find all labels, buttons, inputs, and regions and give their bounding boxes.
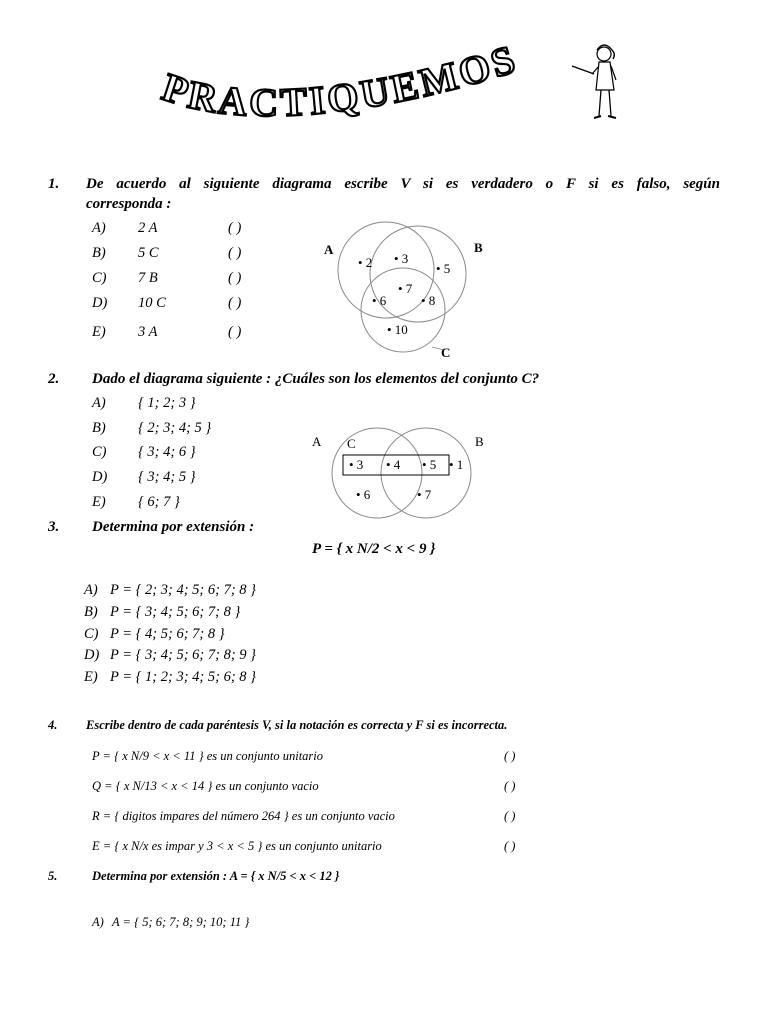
q3-option-letter: E) xyxy=(84,669,98,685)
q1-answer-paren[interactable]: ( ) xyxy=(228,245,242,261)
page-title xyxy=(157,36,523,125)
q2-option-text[interactable]: { 2; 3; 4; 5 } xyxy=(138,420,212,436)
venn-element: • 5 xyxy=(422,457,437,472)
q3-formula: P = { x N/2 < x < 9 } xyxy=(312,541,436,557)
set-b-circle xyxy=(381,428,471,518)
q3-option-letter: C) xyxy=(84,626,99,642)
q1-option-letter: E) xyxy=(92,324,106,340)
venn-element: • 6 xyxy=(356,487,371,502)
q4-statement: P = { x N/9 < x < 11 } es un conjunto unitario xyxy=(92,749,324,763)
set-c-label: C xyxy=(347,436,356,451)
venn-element: • 3 xyxy=(394,251,409,266)
q1-option-letter: B) xyxy=(92,245,106,261)
q1-answer-paren[interactable]: ( ) xyxy=(228,324,242,340)
q4-number: 4. xyxy=(48,718,58,732)
q4-answer-paren[interactable]: ( ) xyxy=(504,839,516,853)
venn-element: • 2 xyxy=(358,255,373,270)
q1-answer-paren[interactable]: ( ) xyxy=(228,220,242,236)
girl-illustration-icon xyxy=(570,38,630,128)
set-a-label: A xyxy=(312,434,322,449)
q2-number: 2. xyxy=(48,371,60,387)
set-c-label: C xyxy=(441,345,451,360)
q1-option-letter: A) xyxy=(92,220,106,236)
q3-option-text[interactable]: P = { 4; 5; 6; 7; 8 } xyxy=(110,626,225,642)
q2-option-letter: A) xyxy=(92,395,106,411)
q3-option-letter: B) xyxy=(84,604,98,620)
page-title-text: PRACTIQUEMOS xyxy=(157,35,523,126)
q4-statement: Q = { x N/13 < x < 14 } es un conjunto vacio xyxy=(92,779,319,793)
q1-option-text: 10 C xyxy=(138,295,166,311)
q4-answer-paren[interactable]: ( ) xyxy=(504,779,516,793)
q2-option-letter: E) xyxy=(92,494,106,510)
venn-element: • 8 xyxy=(421,293,436,308)
q1-question-line1: De acuerdo al siguiente diagrama escribe V si es verdadero o F si es falso, según xyxy=(86,176,720,192)
q5-question: Determina por extensión : A = { x N/5 < x < 12 } xyxy=(92,869,340,883)
venn-element: • 6 xyxy=(372,293,387,308)
q1-answer-paren[interactable]: ( ) xyxy=(228,270,242,286)
q1-venn-diagram xyxy=(300,220,500,365)
venn-element: • 1 xyxy=(449,457,464,472)
set-b-label: B xyxy=(475,434,484,449)
q1-option-letter: D) xyxy=(92,295,108,311)
q2-option-letter: C) xyxy=(92,444,107,460)
venn-element: • 10 xyxy=(387,322,408,337)
q2-option-letter: D) xyxy=(92,469,108,485)
q3-option-text[interactable]: P = { 3; 4; 5; 6; 7; 8 } xyxy=(110,604,241,620)
q3-option-letter: A) xyxy=(84,582,98,598)
q3-option-text[interactable]: P = { 1; 2; 3; 4; 5; 6; 8 } xyxy=(110,669,256,685)
q1-answer-paren[interactable]: ( ) xyxy=(228,295,242,311)
q1-option-text: 2 A xyxy=(138,220,158,236)
q5-option-letter: A) xyxy=(92,915,104,929)
q3-option-letter: D) xyxy=(84,647,100,663)
q4-statement: R = { digitos impares del número 264 } es un conjunto vacio xyxy=(92,809,395,823)
set-a-circle xyxy=(332,428,422,518)
venn-element: • 5 xyxy=(436,261,451,276)
q2-option-text[interactable]: { 6; 7 } xyxy=(138,494,180,510)
title-banner xyxy=(150,20,570,140)
q2-option-letter: B) xyxy=(92,420,106,436)
q1-option-letter: C) xyxy=(92,270,107,286)
q1-question-line2: corresponda : xyxy=(86,196,172,212)
q4-question: Escribe dentro de cada paréntesis V, si la notación es correcta y F si es incorrecta. xyxy=(86,718,508,732)
q2-option-text[interactable]: { 3; 4; 5 } xyxy=(138,469,196,485)
venn-element: • 3 xyxy=(349,457,364,472)
q1-number: 1. xyxy=(48,176,60,192)
q1-option-text: 5 C xyxy=(138,245,159,261)
q1-option-text: 7 B xyxy=(138,270,158,286)
q2-question: Dado el diagrama siguiente : ¿Cuáles son los elementos del conjunto C? xyxy=(92,371,540,387)
venn-element: • 7 xyxy=(417,487,432,502)
q2-option-text[interactable]: { 1; 2; 3 } xyxy=(138,395,196,411)
q5-option-text[interactable]: A = { 5; 6; 7; 8; 9; 10; 11 } xyxy=(112,915,250,929)
q4-answer-paren[interactable]: ( ) xyxy=(504,749,516,763)
q4-answer-paren[interactable]: ( ) xyxy=(504,809,516,823)
set-a-label: A xyxy=(324,242,334,257)
q3-option-text[interactable]: P = { 3; 4; 5; 6; 7; 8; 9 } xyxy=(110,647,256,663)
q5-number: 5. xyxy=(48,869,58,883)
q3-number: 3. xyxy=(48,519,60,535)
q4-statement: E = { x N/x es impar y 3 < x < 5 } es un conjunto unitario xyxy=(92,839,382,853)
venn-element: • 7 xyxy=(398,281,413,296)
q3-question: Determina por extensión : xyxy=(92,519,255,535)
q2-venn-diagram xyxy=(306,424,496,524)
q1-option-text: 3 A xyxy=(138,324,158,340)
q3-option-text[interactable]: P = { 2; 3; 4; 5; 6; 7; 8 } xyxy=(110,582,256,598)
set-b-label: B xyxy=(474,240,483,255)
venn-element: • 4 xyxy=(386,457,401,472)
q2-option-text[interactable]: { 3; 4; 6 } xyxy=(138,444,196,460)
